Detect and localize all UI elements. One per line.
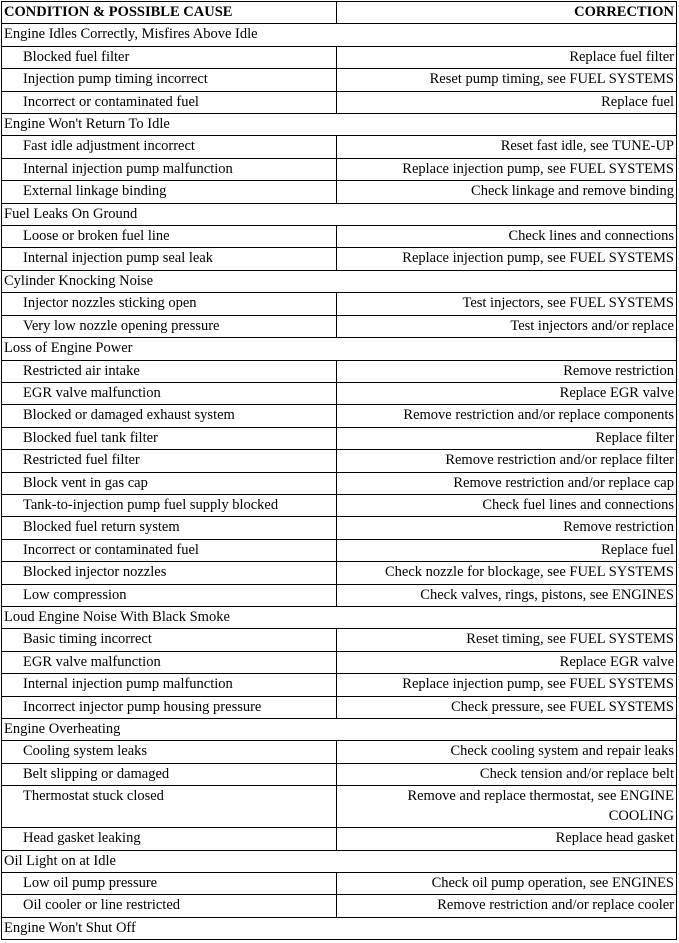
cause-row (2, 562, 677, 584)
possible-cause: Fast idle adjustment incorrect (2, 136, 337, 158)
cause-row (2, 226, 677, 248)
correction: Replace EGR valve (337, 382, 677, 404)
condition-label: Oil Light on at Idle (2, 850, 677, 872)
possible-cause: External linkage binding (2, 181, 337, 203)
possible-cause: Tank-to-injection pump fuel supply blocked (2, 494, 337, 516)
condition-row (2, 917, 677, 939)
cause-row (2, 293, 677, 315)
possible-cause: Belt slipping or damaged (2, 763, 337, 785)
condition-row (2, 24, 677, 46)
correction: Remove restriction and/or replace filter (337, 450, 677, 472)
possible-cause: Very low nozzle opening pressure (2, 315, 337, 337)
possible-cause: Oil cooler or line restricted (2, 895, 337, 917)
cause-row (2, 517, 677, 539)
correction: Test injectors and/or replace (337, 315, 677, 337)
condition-row (2, 338, 677, 360)
possible-cause: EGR valve malfunction (2, 382, 337, 404)
possible-cause: Low oil pump pressure (2, 873, 337, 895)
possible-cause: Basic timing incorrect (2, 629, 337, 651)
correction: Check pressure, see FUEL SYSTEMS (337, 696, 677, 718)
condition-label: Fuel Leaks On Ground (2, 203, 677, 225)
correction: Replace EGR valve (337, 651, 677, 673)
condition-label: Loss of Engine Power (2, 338, 677, 360)
cause-row (2, 181, 677, 203)
condition-label: Engine Idles Correctly, Misfires Above Idle (2, 24, 677, 46)
correction: Replace injection pump, see FUEL SYSTEMS (337, 674, 677, 696)
cause-row (2, 629, 677, 651)
possible-cause: Blocked fuel tank filter (2, 427, 337, 449)
possible-cause: Thermostat stuck closed (2, 786, 337, 828)
cause-row (2, 763, 677, 785)
cause-row (2, 405, 677, 427)
cause-row (2, 828, 677, 850)
cause-row (2, 539, 677, 561)
condition-row (2, 114, 677, 136)
cause-row (2, 382, 677, 404)
correction: Remove restriction and/or replace cooler (337, 895, 677, 917)
possible-cause: Injector nozzles sticking open (2, 293, 337, 315)
correction: Check tension and/or replace belt (337, 763, 677, 785)
table-body (2, 24, 677, 940)
condition-label: Engine Won't Return To Idle (2, 114, 677, 136)
cause-row (2, 136, 677, 158)
correction: Remove restriction (337, 360, 677, 382)
possible-cause: Restricted air intake (2, 360, 337, 382)
correction: Reset pump timing, see FUEL SYSTEMS (337, 69, 677, 91)
cause-row (2, 427, 677, 449)
possible-cause: Incorrect injector pump housing pressure (2, 696, 337, 718)
cause-row (2, 450, 677, 472)
correction: Reset fast idle, see TUNE-UP (337, 136, 677, 158)
condition-label: Engine Overheating (2, 719, 677, 741)
correction: Replace fuel filter (337, 46, 677, 68)
possible-cause: Block vent in gas cap (2, 472, 337, 494)
cause-row (2, 69, 677, 91)
possible-cause: EGR valve malfunction (2, 651, 337, 673)
cause-row (2, 584, 677, 606)
condition-label: Loud Engine Noise With Black Smoke (2, 606, 677, 628)
possible-cause: Blocked or damaged exhaust system (2, 405, 337, 427)
possible-cause: Restricted fuel filter (2, 450, 337, 472)
condition-header: CONDITION & POSSIBLE CAUSE (2, 2, 337, 24)
possible-cause: Blocked injector nozzles (2, 562, 337, 584)
correction: Replace injection pump, see FUEL SYSTEMS (337, 158, 677, 180)
cause-row (2, 248, 677, 270)
possible-cause: Loose or broken fuel line (2, 226, 337, 248)
possible-cause: Incorrect or contaminated fuel (2, 539, 337, 561)
cause-row (2, 786, 677, 828)
correction: Remove restriction (337, 517, 677, 539)
possible-cause: Blocked fuel return system (2, 517, 337, 539)
possible-cause: Internal injection pump malfunction (2, 674, 337, 696)
possible-cause: Blocked fuel filter (2, 46, 337, 68)
correction: Remove restriction and/or replace components (337, 405, 677, 427)
correction: Replace fuel (337, 539, 677, 561)
cause-row (2, 472, 677, 494)
correction-header: CORRECTION (337, 2, 677, 24)
correction: Test injectors, see FUEL SYSTEMS (337, 293, 677, 315)
possible-cause: Cooling system leaks (2, 741, 337, 763)
cause-row (2, 873, 677, 895)
condition-row (2, 719, 677, 741)
cause-row (2, 46, 677, 68)
correction: Check fuel lines and connections (337, 494, 677, 516)
correction: Replace fuel (337, 91, 677, 113)
condition-row (2, 203, 677, 225)
troubleshooting-table (1, 1, 677, 940)
condition-label: Cylinder Knocking Noise (2, 270, 677, 292)
correction: Replace injection pump, see FUEL SYSTEMS (337, 248, 677, 270)
condition-row (2, 850, 677, 872)
correction: Replace head gasket (337, 828, 677, 850)
correction: Check nozzle for blockage, see FUEL SYSTEMS (337, 562, 677, 584)
cause-row (2, 674, 677, 696)
header-row (2, 2, 677, 24)
correction: Check oil pump operation, see ENGINES (337, 873, 677, 895)
correction: Check lines and connections (337, 226, 677, 248)
possible-cause: Injection pump timing incorrect (2, 69, 337, 91)
condition-label: Engine Won't Shut Off (2, 917, 677, 939)
correction: Check valves, rings, pistons, see ENGINES (337, 584, 677, 606)
correction: Remove restriction and/or replace cap (337, 472, 677, 494)
cause-row (2, 494, 677, 516)
possible-cause: Low compression (2, 584, 337, 606)
cause-row (2, 91, 677, 113)
correction: Replace filter (337, 427, 677, 449)
condition-row (2, 606, 677, 628)
possible-cause: Head gasket leaking (2, 828, 337, 850)
cause-row (2, 696, 677, 718)
correction: Check cooling system and repair leaks (337, 741, 677, 763)
possible-cause: Internal injection pump seal leak (2, 248, 337, 270)
possible-cause: Internal injection pump malfunction (2, 158, 337, 180)
cause-row (2, 158, 677, 180)
correction: Check linkage and remove binding (337, 181, 677, 203)
cause-row (2, 651, 677, 673)
correction: Reset timing, see FUEL SYSTEMS (337, 629, 677, 651)
condition-row (2, 270, 677, 292)
possible-cause: Incorrect or contaminated fuel (2, 91, 337, 113)
cause-row (2, 741, 677, 763)
cause-row (2, 360, 677, 382)
cause-row (2, 895, 677, 917)
correction: Remove and replace thermostat, see ENGINE COOLING (337, 786, 677, 828)
cause-row (2, 315, 677, 337)
